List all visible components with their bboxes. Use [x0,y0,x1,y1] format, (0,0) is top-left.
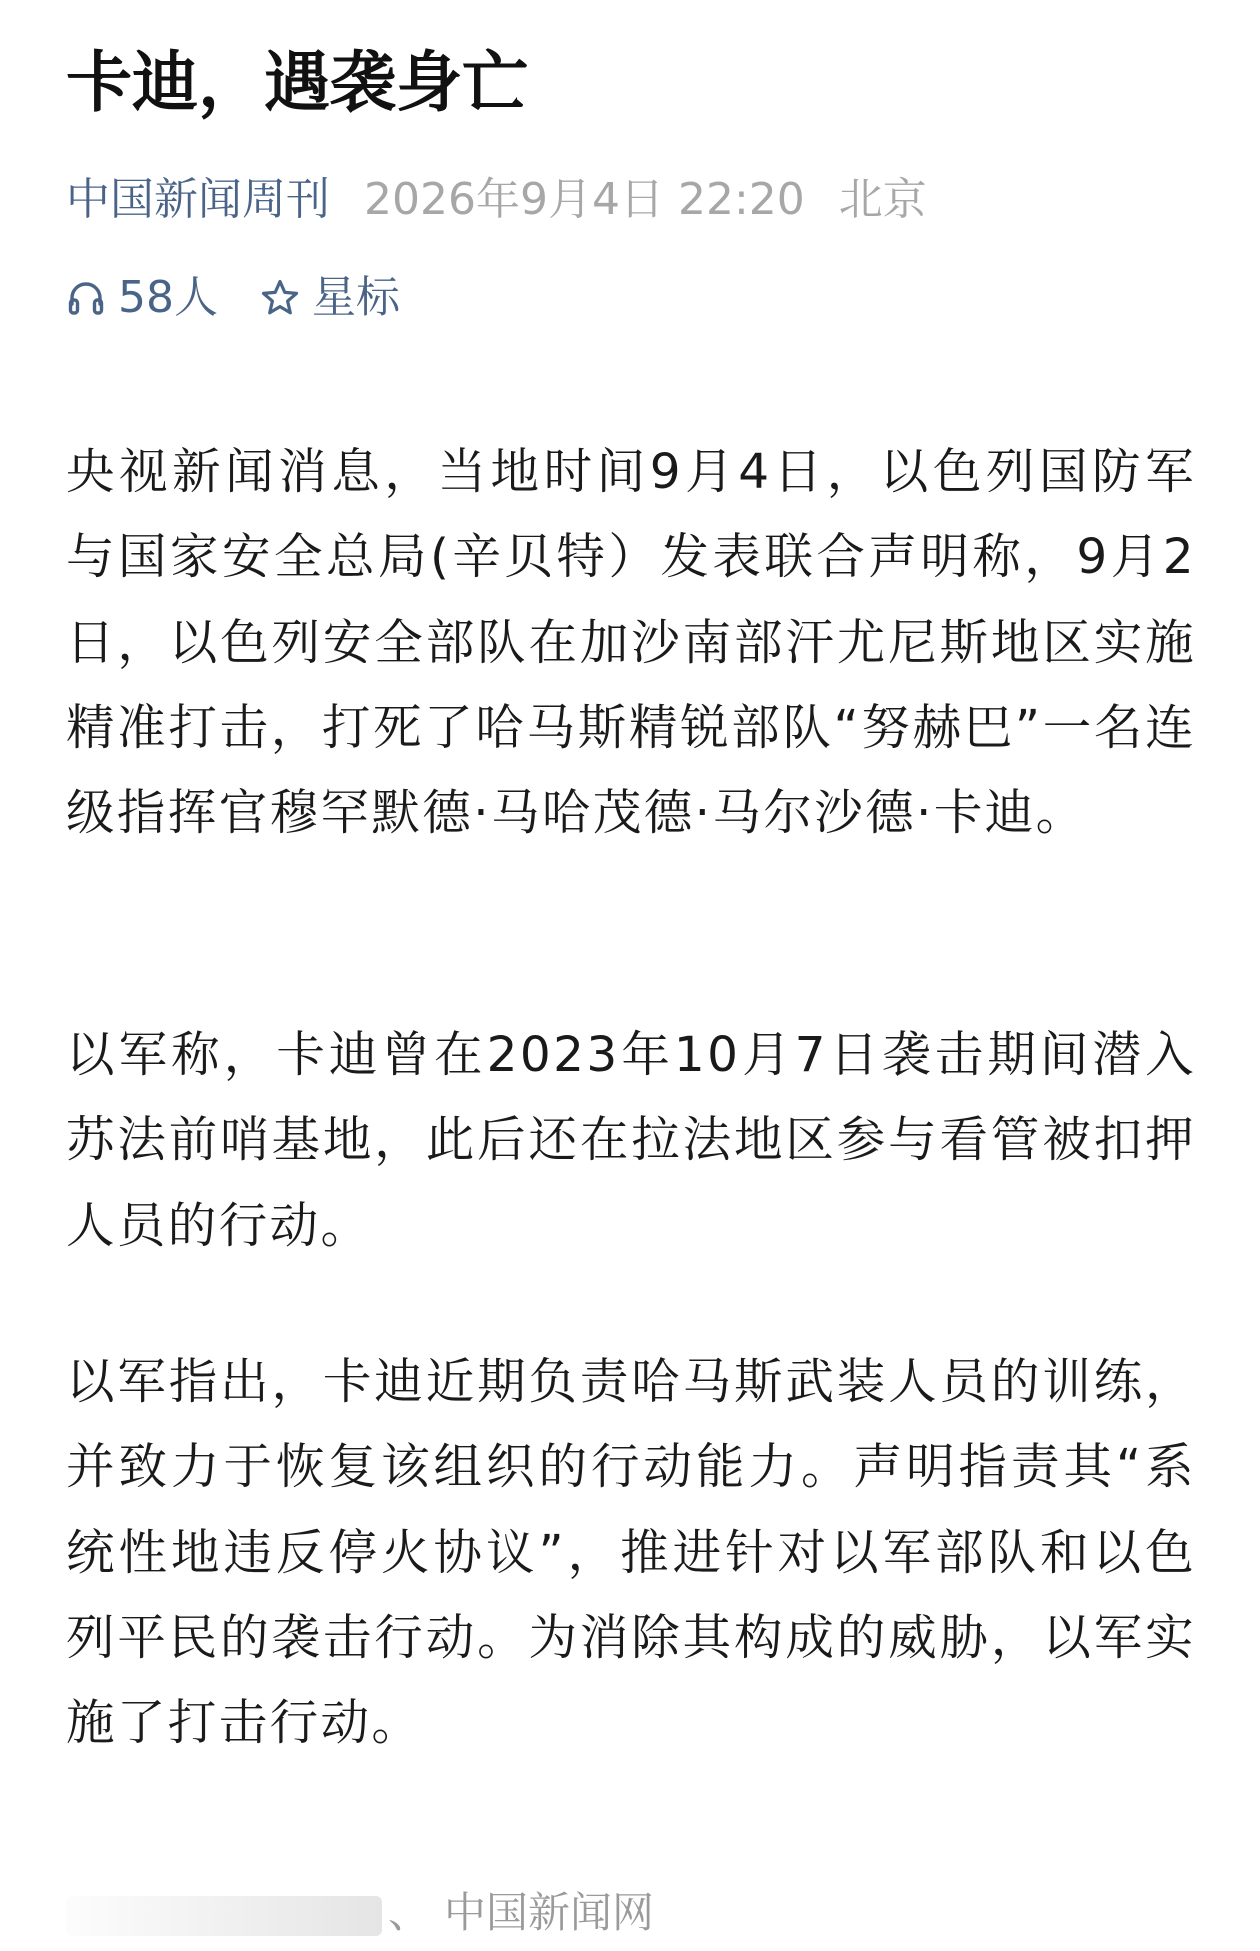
headphones-icon [66,278,106,318]
credit-separator: 、 [388,1888,431,1937]
publish-date: 2026年9月4日 22:20 [364,174,805,225]
article-actions [66,268,400,328]
star-label: 星标 [312,272,400,323]
listen-button[interactable] [66,268,218,328]
article-meta [66,170,927,230]
star-outline-icon [260,278,300,318]
faded-overlay [66,1896,382,1936]
article-paragraph-2: 以军称，卡迪曾在2023年10月7日袭击期间潜入苏法前哨基地，此后还在拉法地区参与看管被扣押人员的行动。 [66,1027,1196,1254]
listen-count: 58人 [118,272,218,323]
credit-source[interactable]: 中国新闻网 [444,1888,655,1937]
source-link[interactable]: 中国新闻周刊 [66,174,330,225]
star-button[interactable] [260,268,400,328]
article-paragraph-1: 央视新闻消息，当地时间9月4日，以色列国防军与国家安全总局(辛贝特）发表联合声明称，9月2日，以色列安全部队在加沙南部汗尤尼斯地区实施精准打击，打死了哈马斯精锐部队“努赫巴”一名连级指挥官穆罕默德·马哈茂德·马尔沙德·卡迪。 [66,444,1196,842]
publish-location: 北京 [838,174,927,225]
article-paragraph-3: 以军指出，卡迪近期负责哈马斯武装人员的训练，并致力于恢复该组织的行动能力。声明指责其“系统性地违反停火协议”，推进针对以军部队和以色列平民的袭击行动。为消除其构成的威胁，以军实施了打击行动。 [66,1354,1196,1752]
article-title: 卡迪，遇袭身亡 [66,44,528,121]
source-credit [66,1880,1196,1950]
